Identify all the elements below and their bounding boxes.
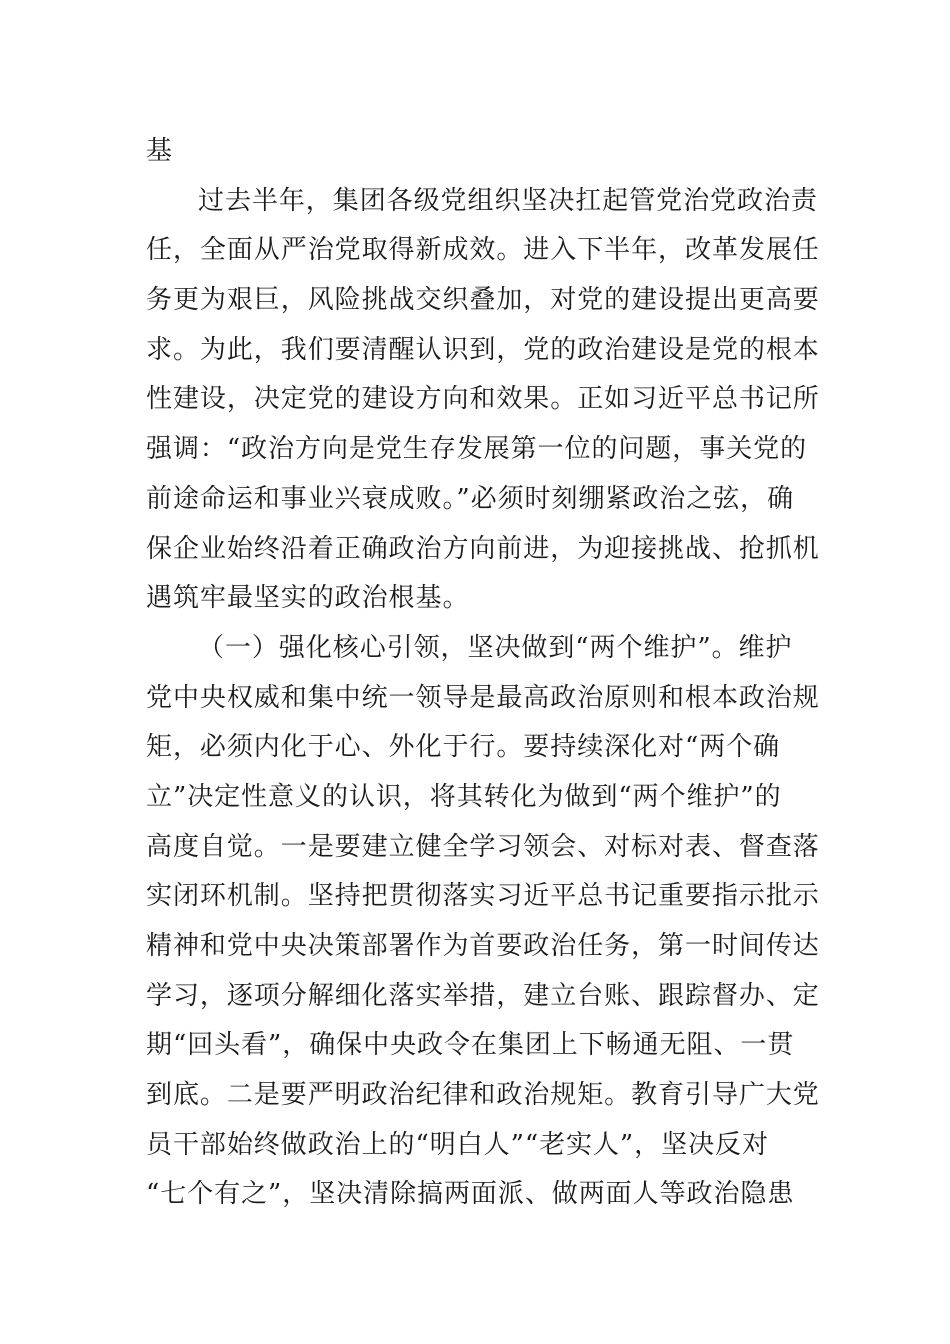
text-line-6: 性建设，决定党的建设方向和效果。正如习近平总书记所 — [146, 384, 820, 415]
text-line-14: 立”决定性意义的认识，将其转化为做到“两个维护”的 — [146, 781, 782, 812]
text-line-15: 高度自觉。一是要建立健全学习领会、对标对表、督查落 — [146, 831, 820, 862]
text-line-20: 到底。二是要严明政治纪律和政治规矩。教育引导广大党 — [146, 1080, 820, 1111]
text-line-10: 遇筑牢最坚实的政治根基。 — [146, 583, 470, 614]
text-line-13: 矩，必须内化于心、外化于行。要持续深化对“两个确 — [146, 732, 781, 763]
text-line-1: 基 — [146, 136, 173, 166]
text-line-2: 过去半年，集团各级党组织坚决扛起管党治党政治责 — [198, 185, 818, 216]
text-line-12: 党中央权威和集中统一领导是最高政治原则和根本政治规 — [146, 682, 820, 713]
text-line-16: 实闭环机制。坚持把贯彻落实习近平总书记重要指示批示 — [146, 881, 820, 912]
text-line-22: “七个有之”，坚决清除搞两面派、做两面人等政治隐患 — [146, 1179, 795, 1210]
text-line-9: 保企业始终沿着正确政治方向前进，为迎接挑战、抢抓机 — [146, 533, 820, 564]
text-line-4: 务更为艰巨，风险挑战交织叠加，对党的建设提出更高要 — [146, 285, 820, 316]
text-line-21: 员干部始终做政治上的“明白人”“老实人”，坚决反对 — [146, 1129, 769, 1160]
section-heading-line: （一）强化核心引领，坚决做到“两个维护”。维护 — [198, 632, 793, 663]
body-text — [146, 127, 820, 1220]
text-line-17: 精神和党中央决策部署作为首要政治任务，第一时间传达 — [146, 931, 820, 961]
text-line-18: 学习，逐项分解细化落实举措，建立台账、跟踪督办、定 — [146, 980, 820, 1011]
text-line-19: 期“回头看”，确保中央政令在集团上下畅通无阻、一贯 — [146, 1030, 795, 1061]
text-line-3: 任，全面从严治党取得新成效。进入下半年，改革发展任 — [146, 235, 820, 266]
text-line-5: 求。为此，我们要清醒认识到，党的政治建设是党的根本 — [146, 334, 820, 365]
text-line-8: 前途命运和事业兴衰成败。”必须时刻绷紧政治之弦，确 — [146, 483, 795, 514]
text-line-7: 强调：“政治方向是党生存发展第一位的问题，事关党的 — [146, 434, 808, 465]
